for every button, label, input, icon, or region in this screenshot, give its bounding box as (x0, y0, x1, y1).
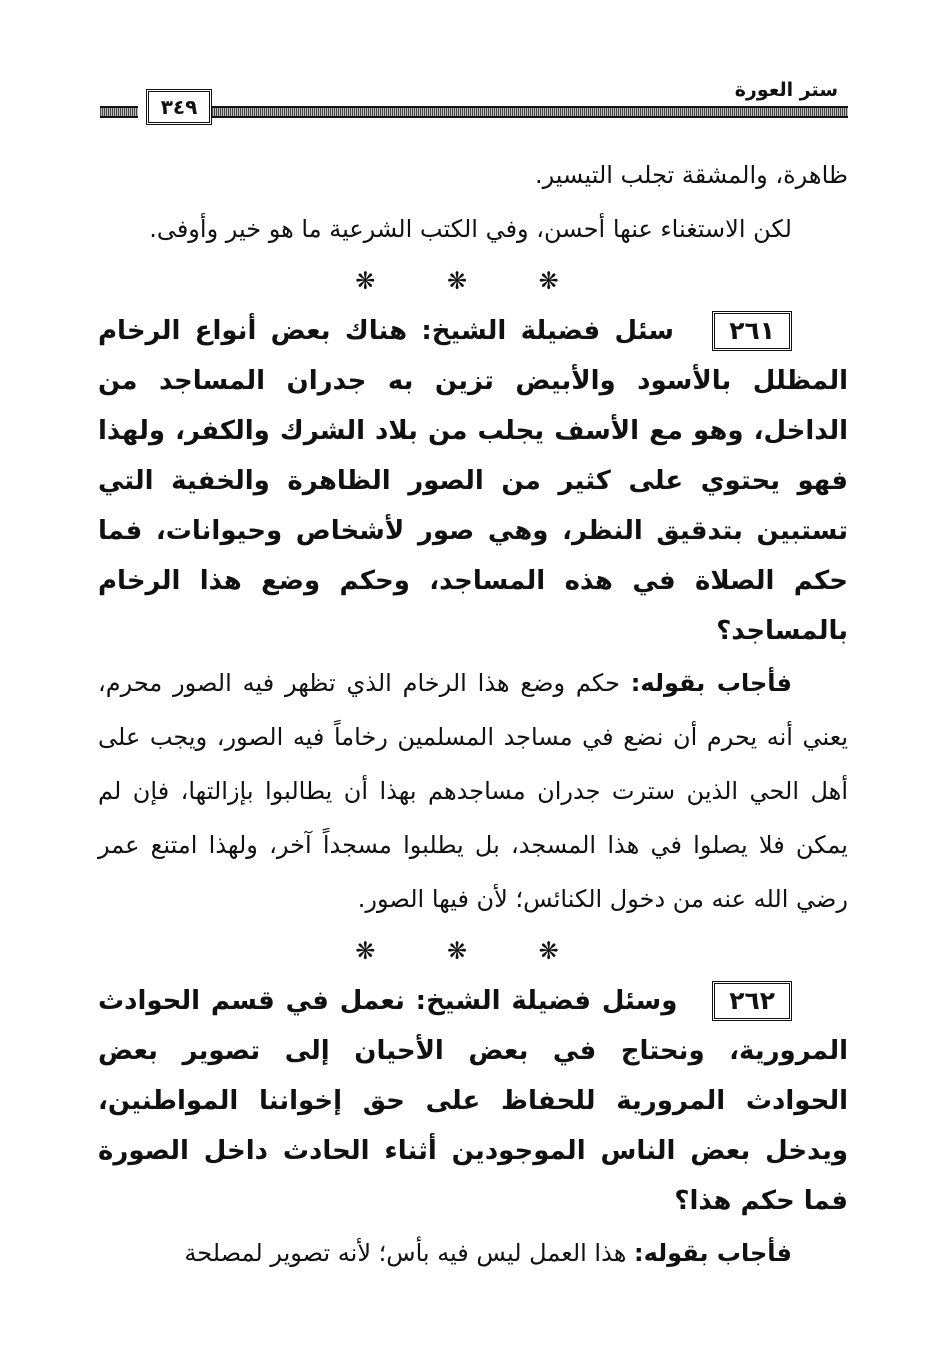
page-header (100, 76, 848, 122)
running-title: ستر العورة (734, 79, 838, 101)
question-262-text: وسئل فضيلة الشيخ: نعمل في قسم الحوادث المرورية، ونحتاج في بعض الأحيان إلى تصوير بعض الحوادث المرورية للحفاظ على حق إخواننا المواطنين، ويدخل بعض الناس الموجودين أثناء الحادث داخل الصورة فما حكم هذا؟ (98, 986, 848, 1216)
page-number: ٣٤٩ (146, 89, 212, 125)
intro-line-2: لكن الاستغناء عنها أحسن، وفي الكتب الشرعية ما هو خير وأوفى. (149, 215, 792, 243)
answer-262-label: فأجاب بقوله: (633, 1239, 792, 1267)
header-rule (212, 106, 848, 118)
header-rule-left (100, 106, 138, 118)
question-number-262: ٢٦٢ (712, 981, 792, 1021)
section-separator-2: ❋ ❋ ❋ (355, 937, 591, 965)
intro-line-1: ظاهرة، والمشقة تجلب التيسير. (534, 161, 848, 189)
answer-261-label: فأجاب بقوله: (630, 669, 792, 697)
section-separator-1: ❋ ❋ ❋ (355, 267, 591, 295)
answer-261-text: حكم وضع هذا الرخام الذي تظهر فيه الصور محرم، يعني أنه يحرم أن نضع في مساجد المسلمين رخاماً فيه الصور، ويجب على أهل الحي الذين سترت جدران مساجدهم بهذا أن يطالبوا بإزالتها، فإن لم يمكن فلا يصلوا في هذا المسجد، بل يطلبوا مسجداً آخر، ولهذا امتنع عمر رضي الله عنه من دخول الكنائس؛ لأن فيها الصور. (98, 669, 848, 913)
question-261-text: سئل فضيلة الشيخ: هناك بعض أنواع الرخام المظلل بالأسود والأبيض تزين به جدران المساجد من الداخل، وهو مع الأسف يجلب من بلاد الشرك والكفر، ولهذا فهو يحتوي على كثير من الصور الظاهرة والخفية التي تستبين بتدقيق النظر، وهي صور لأشخاص وحيوانات، فما حكم الصلاة في هذه المساجد، وحكم وضع هذا الرخام بالمساجد؟ (98, 316, 848, 646)
question-number-261: ٢٦١ (712, 311, 792, 351)
answer-262 (98, 1226, 848, 1280)
question-261 (98, 306, 848, 656)
answer-261 (98, 656, 848, 926)
answer-262-text: هذا العمل ليس فيه بأس؛ لأنه تصوير لمصلحة (184, 1239, 627, 1267)
page-body (98, 148, 848, 1280)
question-262 (98, 976, 848, 1226)
